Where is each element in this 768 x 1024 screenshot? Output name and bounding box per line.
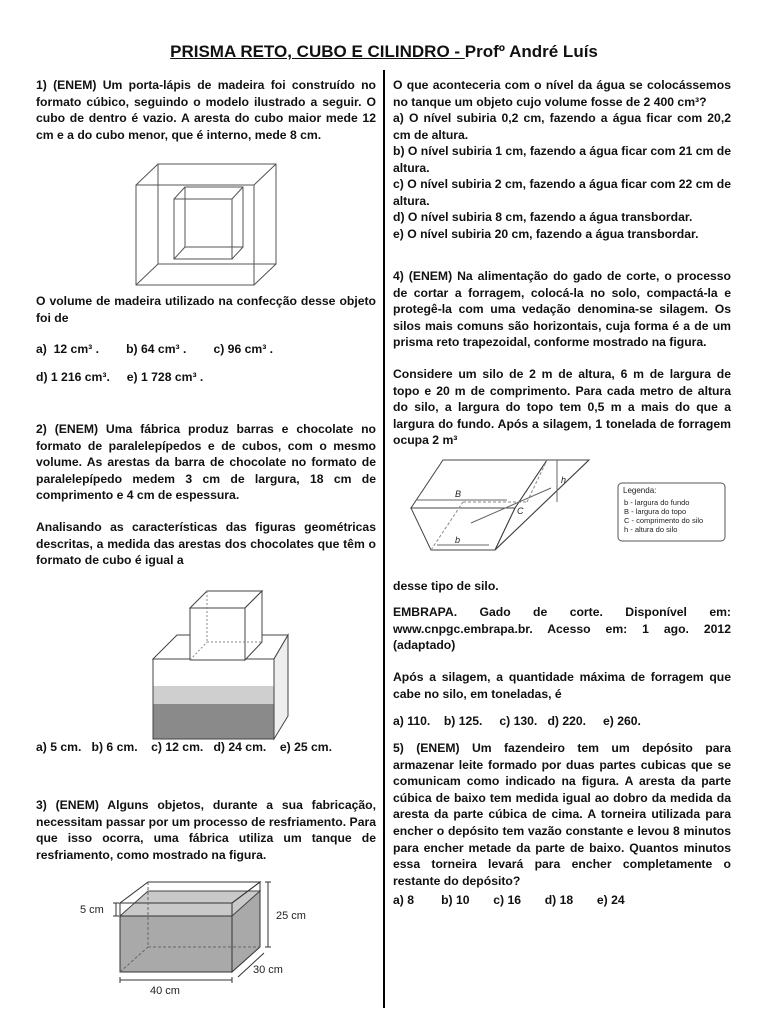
q4-label-h: h: [561, 475, 567, 485]
q4-label-b: b: [455, 535, 461, 545]
q4-text2: Considere um silo de 2 m de altura, 6 m de largura de topo e 20 m de comprimento. Para cada metro de altura do silo, a largura do topo tem 0,5 m a mais do que a largura do fundo. Após a silagem, 1 tonelada de forragem ocupa 2 m³: [393, 367, 731, 448]
q3-label-depth: 30 cm: [253, 964, 283, 976]
right-column: [393, 75, 731, 1005]
q4-label-B: B: [455, 489, 462, 499]
q2-options: a) 5 cm. b) 6 cm. c) 12 cm. d) 24 cm. e) 25 cm.: [36, 740, 333, 754]
q4-legend-item-4: h - altura do silo: [624, 525, 678, 534]
q4-legend-item-3: C - comprimento do silo: [624, 516, 704, 525]
q5-options: a) 8 b) 10 c) 16 d) 18 e) 24: [393, 893, 625, 907]
q4-label-C: C: [517, 506, 524, 516]
q4-silo-figure: [411, 453, 726, 553]
q4-source: EMBRAPA. Gado de corte. Disponível em: www.cnpgc.embrapa.br. Acesso em: 1 ago. 2012 (adaptado): [393, 605, 731, 653]
q4-options: a) 110. b) 125. c) 130. d) 220. e) 260.: [393, 714, 641, 728]
q1-question: O volume de madeira utilizado na confecção desse objeto foi de: [36, 294, 376, 325]
left-column: [36, 75, 376, 1005]
q3-question: O que aconteceria com o nível da água se colocássemos no tanque um objeto cujo volume fosse de 2 400 cm³?: [393, 78, 731, 109]
title-main: PRISMA RETO, CUBO E CILINDRO -: [170, 42, 465, 61]
q3-option-a: a) O nível subiria 0,2 cm, fazendo a água ficar com 20,2 cm de altura.: [393, 111, 731, 142]
q1-cube-figure: [135, 163, 278, 287]
q1-options-line2: d) 1 216 cm³. e) 1 728 cm³ .: [36, 370, 204, 384]
q4-text3: desse tipo de silo.: [393, 579, 499, 593]
q4-legend-title: Legenda:: [623, 486, 657, 495]
q2-chocolate-figure: [150, 590, 290, 740]
q4-text: 4) (ENEM) Na alimentação do gado de corte, o processo de cortar a forragem, colocá-la no solo, compactá-la e protegê-la com uma vedação denomina-se silagem. Os silos mais comuns são horizontais, cuja forma é a de um prisma reto trapezoidal, conforme mostrado na figura.: [393, 269, 731, 350]
q3-label-gap: 5 cm: [80, 904, 104, 916]
q4-legend-item-1: b - largura do fundo: [624, 498, 690, 507]
q5-text: 5) (ENEM) Um fazendeiro tem um depósito para armazenar leite formado por duas partes cubicas que se comunicam como indicado na figura. A aresta da parte cúbica de baixo tem medida igual ao dobro da medida da aresta da parte cúbica de cima. A torneira utilizada para encher o depósito tem vazão constante e levou 8 minutos para encher metade da parte de baixo. Quantos minutos essa torneira levará para encher completamente o restante do depósito?: [393, 741, 731, 888]
q3-option-b: b) O nível subiria 1 cm, fazendo a água ficar com 21 cm de altura.: [393, 144, 731, 175]
column-divider: [383, 70, 385, 1008]
q4-legend-item-2: B - largura do topo: [624, 507, 687, 516]
q3-label-height: 25 cm: [276, 910, 306, 922]
q3-option-e: e) O nível subiria 20 cm, fazendo a água transbordar.: [393, 227, 699, 241]
q3-option-d: d) O nível subiria 8 cm, fazendo a água transbordar.: [393, 210, 693, 224]
q3-text: 3) (ENEM) Alguns objetos, durante a sua fabricação, necessitam passar por um processo de resfriamento. Para que isso ocorra, uma fábrica utiliza um tanque de resfriamento, como mostrado na figura.: [36, 798, 376, 862]
q2-text: 2) (ENEM) Uma fábrica produz barras e chocolate no formato de paralelepípedos e de cubos, com o mesmo volume. As arestas da barra de chocolate no formato de paralelepípedo medem 3 cm de largura, 18 cm de comprimento e 4 cm de espessura.: [36, 422, 376, 503]
page-title: [0, 42, 768, 62]
q2-question: Analisando as características das figuras geométricas descritas, a medida das arestas dos chocolates que têm o formato de cubo é igual a: [36, 520, 376, 568]
title-author: Profº André Luís: [464, 42, 598, 61]
q4-question: Após a silagem, a quantidade máxima de forragem que cabe no silo, em toneladas, é: [393, 670, 731, 701]
q3-label-length: 40 cm: [150, 985, 180, 997]
q3-option-c: c) O nível subiria 2 cm, fazendo a água ficar com 22 cm de altura.: [393, 177, 731, 208]
q1-text: 1) (ENEM) Um porta-lápis de madeira foi construído no formato cúbico, seguindo o modelo ilustrado a seguir. O cubo de dentro é vazio. A aresta do cubo maior mede 12 cm e a do cubo menor, que é interno, mede 8 cm.: [36, 78, 376, 142]
q3-tank-figure: [80, 881, 335, 996]
q1-options-line1: a) 12 cm³ . b) 64 cm³ . c) 96 cm³ .: [36, 342, 274, 356]
